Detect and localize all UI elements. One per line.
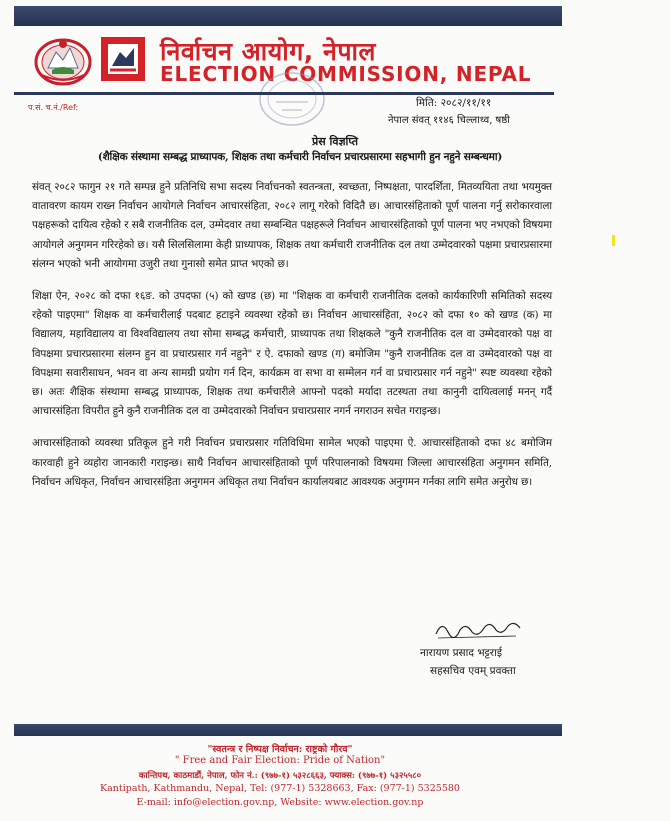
- body-paragraph: शिक्षा ऐन, २०२८ को दफा १६ङ. को उपदफा (५) को खण्ड (छ) मा "शिक्षक वा कर्मचारी राजनीतिक दलको कार्यकारिणी समितिको सदस्य रहेको पाइएमा" शिक्षक वा कर्मचारीलाई पदबाट हटाइने व्यवस्था रहेको छ। निर्वाचन आचारसंहिता, २०८२ को दफा १० को खण्ड (क) मा विद्यालय, महाविद्यालय वा विश्वविद्यालय तथा सोमा सम्बद्ध कर्मचारी, प्राध्यापक तथा शिक्षकले "कुनै राजनीतिक दल वा उम्मेदवारको पक्ष वा विपक्षमा प्रचारप्रसारमा संलग्न हुन वा प्रचारप्रसार गर्न नहुने" र ऐ. दफाको खण्ड (ग) बमोजिम "कुनै राजनीतिक दल वा उम्मेदवारको पक्ष वा विपक्षमा सवारीसाधन, भवन वा अन्य सामग्री प्रयोग गर्न दिन, कार्यक्रम वा सभा वा सम्मेलन गर्न वा प्रचारप्रसार गर्न नहुने" स्पष्ट व्यवस्था रहेको छ। अतः शैक्षिक संस्थामा सम्बद्ध प्राध्यापक, शिक्षक तथा कर्मचारीले आफ्नो पदको मर्यादा तटस्थता तथा कानुनी दायित्वलाई मनन् गर्दै आचारसंहिता विपरीत हुने कुनै राजनीतिक दल वा उम्मेदवारको निर्वाचन प्रचारप्रसार नगर्न नगराउन सचेत गराइन्छ।: [32, 290, 552, 418]
- body-paragraph: आचारसंहिताको व्यवस्था प्रतिकूल हुने गरी निर्वाचन प्रचारप्रसार गतिविधिमा सामेल भएको पाइएमा ऐ. आचारसंहिताको दफा ४८ बमोजिम कारवाही हुने व्यहोरा जानकारी गराइन्छ। साथै निर्वाचन आचारसंहिताको पूर्ण परिपालनाको विषयमा जिल्ला आचारसंहिता अनुगमन समिति, निर्वाचन अधिकृत, निर्वाचन आचारसंहिता अनुगमन अधिकृत तथा निर्वाचन कार्यालयबाट आवश्यक अनुगमन गर्नका लागि समेत अनुरोध छ।: [32, 437, 552, 488]
- date-line: मिति: २०८२/११/११: [416, 97, 492, 109]
- footer-contact: E-mail: info@election.gov.np, Website: www.election.gov.np: [136, 797, 424, 808]
- letterhead-footer-bar: [14, 724, 562, 736]
- footer-address-english: Kantipath, Kathmandu, Nepal, Tel: (977-1) 5328663, Fax: (977-1) 5325580: [100, 783, 460, 794]
- press-release-body: [32, 178, 552, 505]
- ballot-box-logo-icon: [100, 36, 146, 82]
- signatory-name: नारायण प्रसाद भट्टराई: [420, 647, 502, 659]
- commission-title-english: ELECTION COMMISSION, NEPAL: [160, 62, 532, 86]
- nepal-emblem-icon: [34, 34, 92, 86]
- footer-motto-english: " Free and Fair Election: Pride of Nation": [174, 755, 386, 766]
- letterhead-top-bar: [14, 6, 562, 26]
- press-release-subtitle: (शैक्षिक संस्थामा सम्बद्ध प्राध्यापक, शिक्षक तथा कर्मचारी निर्वाचन प्रचारप्रसारमा सहभागी हुन नहुने सम्बन्धमा): [97, 151, 503, 163]
- nepal-sambat-date: नेपाल संवत् ११४६ चिल्लाथ्व, षष्ठी: [388, 115, 510, 126]
- office-stamp-icon: [258, 70, 326, 128]
- footer-motto-nepali: "स्वतन्त्र र निष्पक्ष निर्वाचन: राष्ट्रको गौरव": [207, 744, 353, 755]
- signature-icon: [432, 616, 524, 642]
- body-paragraph: संवत् २०८२ फागुन २१ गते सम्पन्न हुने प्रतिनिधि सभा सदस्य निर्वाचनको स्वतन्त्रता, स्वच्छता, निष्पक्षता, पारदर्शिता, मितव्ययिता तथा भयमुक्त वातावरण कायम राख्न निर्वाचन आयोगले निर्वाचन आचारसंहिता, २०८२ लागू गरेको विदितै छ। आचारसंहिताको पूर्ण पालना गर्नु सरोकारवाला पक्षहरूको दायित्व रहेको र सबै राजनीतिक दल, उम्मेदवार तथा सम्बन्धित पक्षहरूले निर्वाचन आचारसंहिताको पूर्ण पालना भए नभएको विषयमा आयोगले अनुगमन गरिरहेको छ। यसै सिलसिलामा केही प्राध्यापक, शिक्षक तथा कर्मचारी राजनीतिक दल तथा उम्मेदवारको पक्षमा प्रचारप्रसारमा संलग्न भएको भनी आयोगमा उजुरी तथा गुनासो समेत प्राप्त भएको छ।: [32, 181, 552, 270]
- footer-address-nepali: कान्तिपथ, काठमाडौं, नेपाल, फोन नं.: (९७७-१) ५३२८६६३, फ्याक्स: (९७७-१) ५३२५५८०: [138, 771, 422, 781]
- reference-label: प.सं. च.नं./Ref:: [28, 103, 79, 112]
- highlighter-mark: [612, 235, 615, 246]
- signatory-title: सहसचिव एवम् प्रवक्ता: [430, 665, 516, 677]
- letterhead-rule: [14, 92, 554, 95]
- commission-title-nepali: निर्वाचन आयोग, नेपाल: [160, 37, 376, 66]
- press-release-title: प्रेस विज्ञप्ति: [311, 135, 359, 148]
